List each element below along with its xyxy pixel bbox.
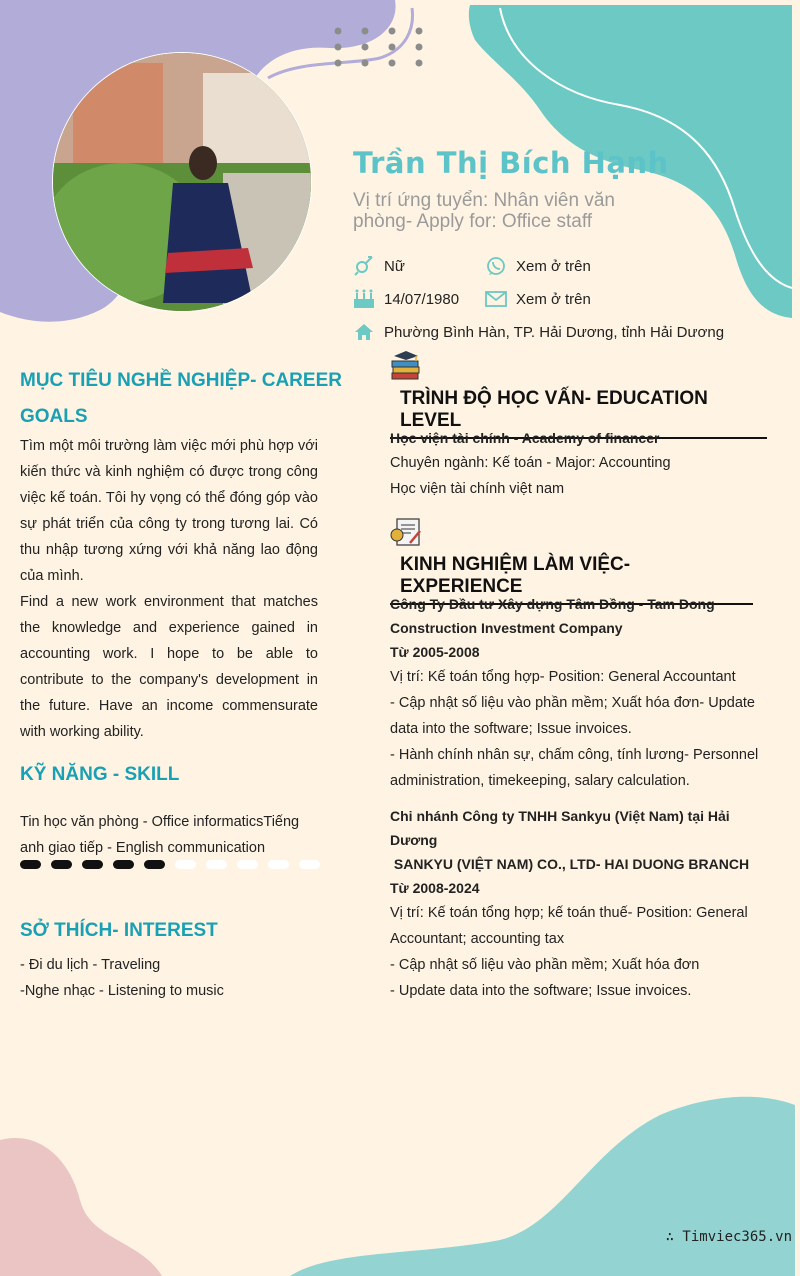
- career-goals-en: Find a new work environment that matches the knowledge and experience gained in accounting work. I hope to be able to contribute to the company's development in the future. Have an income commensurate with working ability.: [20, 594, 318, 740]
- job-position: Vị trí: Kế toán tổng hợp- Position: General Accountant: [390, 669, 736, 685]
- applied-position: Vị trí ứng tuyển: Nhân viên văn phòng- Apply for: Office staff: [353, 190, 615, 232]
- education-major: Chuyên ngành: Kế toán - Major: Accounting: [390, 455, 671, 471]
- address-row: [353, 321, 724, 343]
- skill-dot-empty: [299, 860, 320, 869]
- birthday-row: [353, 288, 459, 310]
- pink-blob: [0, 1138, 162, 1276]
- phone-value: Xem ở trên: [516, 257, 591, 275]
- education-school-vn: Học viện tài chính việt nam: [390, 481, 565, 497]
- experience-title: KINH NGHIỆM LÀM VIỆC- EXPERIENCE: [390, 554, 753, 605]
- skill-dot-filled: [51, 860, 72, 869]
- email-row: [485, 288, 591, 310]
- interest-item: - Đi du lịch - Traveling: [20, 957, 161, 973]
- career-goals-title-cont: GOALS: [20, 406, 88, 427]
- job-duty: - Update data into the software; Issue invoices.: [390, 983, 692, 999]
- career-goals-title: MỤC TIÊU NGHỀ NGHIỆP- CAREER: [20, 370, 342, 391]
- job-position: Vị trí: Kế toán tổng hợp; kế toán thuế- Position: General Accountant; accounting tax: [390, 905, 748, 947]
- skill-dot-filled: [20, 860, 41, 869]
- skill-text: Tin học văn phòng - Office informaticsTiếng anh giao tiếp - English communication: [20, 814, 300, 856]
- skill-dot-empty: [268, 860, 289, 869]
- gender-row: [353, 255, 405, 277]
- skill-title: KỸ NĂNG - SKILL: [20, 764, 180, 785]
- job-company: Công Ty Đầu tư Xây dựng Tâm Đồng - Tam Dong: [390, 596, 715, 612]
- education-school: Học viện tài chính - Academy of financer: [390, 430, 660, 446]
- birthday-value: 14/07/1980: [384, 290, 460, 308]
- skill-dot-filled: [113, 860, 134, 869]
- watermark: ∴ Timviec365.vn: [665, 1229, 792, 1245]
- job-duty: - Cập nhật số liệu vào phần mềm; Xuất hóa đơn: [390, 957, 700, 973]
- experience-document-icon: [390, 517, 422, 552]
- skill-level-bar: [20, 860, 320, 869]
- email-icon: [485, 288, 507, 310]
- gender-value: Nữ: [384, 257, 405, 275]
- skill-dot-filled: [82, 860, 103, 869]
- skill-dot-empty: [237, 860, 258, 869]
- interest-item: -Nghe nhạc - Listening to music: [20, 983, 224, 999]
- career-goals-vi: Tìm một môi trường làm việc mới phù hợp với kiến thức và kinh nghiệm có được trong công việc kế toán. Tôi hy vọng có thể đóng góp vào sự phát triển của công ty trong tương lai. Có thu nhập tương xứng với khả năng lao động của mình.: [20, 438, 318, 584]
- job-company-cont: Construction Investment Company: [390, 620, 623, 636]
- job-company-en: SANKYU (VIỆT NAM) CO., LTD- HAI DUONG BRANCH: [390, 856, 750, 872]
- profile-photo: [52, 52, 312, 312]
- skill-dot-empty: [175, 860, 196, 869]
- job-period: Từ 2005-2008: [390, 644, 480, 660]
- skill-dot-empty: [206, 860, 227, 869]
- job-company: Chi nhánh Công ty TNHH Sankyu (Việt Nam) tại Hải: [390, 808, 730, 824]
- profile-photo-illustration: [53, 53, 312, 312]
- interest-title: SỞ THÍCH- INTEREST: [20, 920, 218, 941]
- skill-dot-filled: [144, 860, 165, 869]
- job-company-cont: Dương: [390, 832, 438, 848]
- phone-row: [485, 255, 591, 277]
- address-value: Phường Bình Hàn, TP. Hải Dương, tỉnh Hải Dương: [384, 323, 725, 341]
- home-icon: [353, 321, 375, 343]
- teal-blob-bottom: [290, 1097, 795, 1276]
- job-duty: - Cập nhật số liệu vào phần mềm; Xuất hóa đơn- Update data into the software; Issue invoices.: [390, 695, 755, 737]
- candidate-name: Trần Thị Bích Hạnh: [353, 146, 669, 180]
- job-duty: - Hành chính nhân sự, chấm công, tính lương- Personnel administration, timekeeping, salary calculation.: [390, 747, 759, 789]
- graduation-books-icon: [390, 351, 422, 386]
- birthday-icon: [353, 288, 375, 310]
- gender-icon: [353, 255, 375, 277]
- email-value: Xem ở trên: [516, 290, 591, 308]
- job-period: Từ 2008-2024: [390, 880, 480, 896]
- education-title: TRÌNH ĐỘ HỌC VẤN- EDUCATION LEVEL: [390, 388, 767, 439]
- phone-icon: [485, 255, 507, 277]
